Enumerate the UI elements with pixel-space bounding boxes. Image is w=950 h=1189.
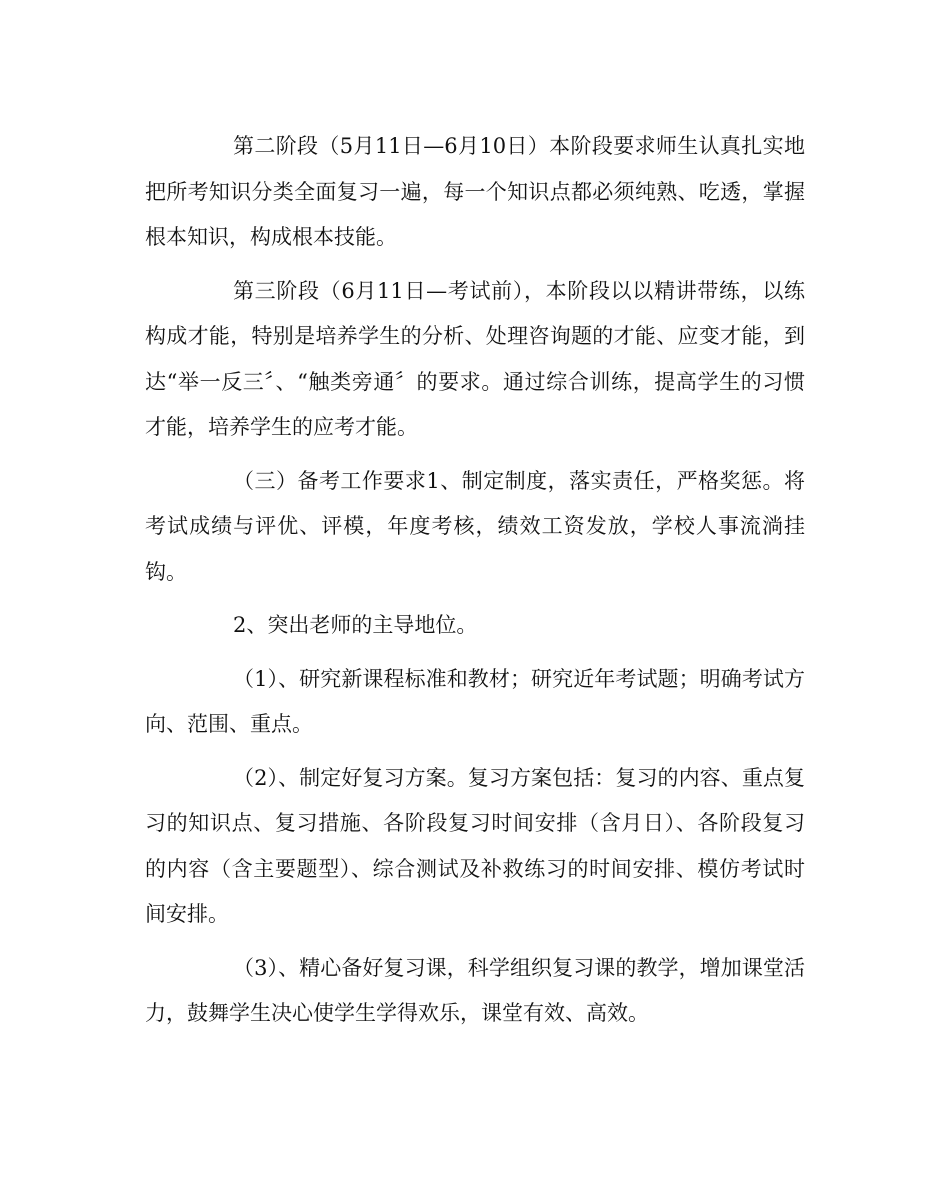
paragraph-item-2: （2）、制定好复习方案。复习方案包括：复习的内容、重点复习的知识点、复习措施、各阶段复习时间安排（含月日）、各阶段复习的内容（含主要题型）、综合测试及补救练习的时间安排、模仿考试时间安排。 bbox=[145, 765, 805, 926]
paragraph-item-1: （1）、研究新课程标准和教材；研究近年考试题；明确考试方向、范围、重点。 bbox=[145, 666, 805, 736]
paragraph-requirements: （三）备考工作要求1、制定制度，落实责任，严格奖惩。将考试成绩与评优、评模，年度考核，绩效工资发放，学校人事流淌挂钩。 bbox=[145, 468, 805, 584]
paragraph-stage-two: 第二阶段（5月11日—6月10日）本阶段要求师生认真扎实地把所考知识分类全面复习一遍，每一个知识点都必须纯熟、吃透，掌握根本知识，构成根本技能。 bbox=[145, 134, 805, 249]
paragraph-teacher-role: 2、突出老师的主导地位。 bbox=[233, 613, 478, 637]
paragraph-stage-three: 第三阶段（6月11日—考试前），本阶段以以精讲带练，以练构成才能，特别是培养学生的分析、处理咨询题的才能、应变才能，到达“举一反三〞、“触类旁通〞的要求。通过综合训练，提高学生的习惯才能，培养学生的应考才能。 bbox=[145, 278, 805, 439]
paragraph-item-3: （3）、精心备好复习课，科学组织复习课的教学，增加课堂活力，鼓舞学生决心使学生学得欢乐，课堂有效、高效。 bbox=[145, 955, 805, 1025]
document-body bbox=[145, 124, 805, 1045]
